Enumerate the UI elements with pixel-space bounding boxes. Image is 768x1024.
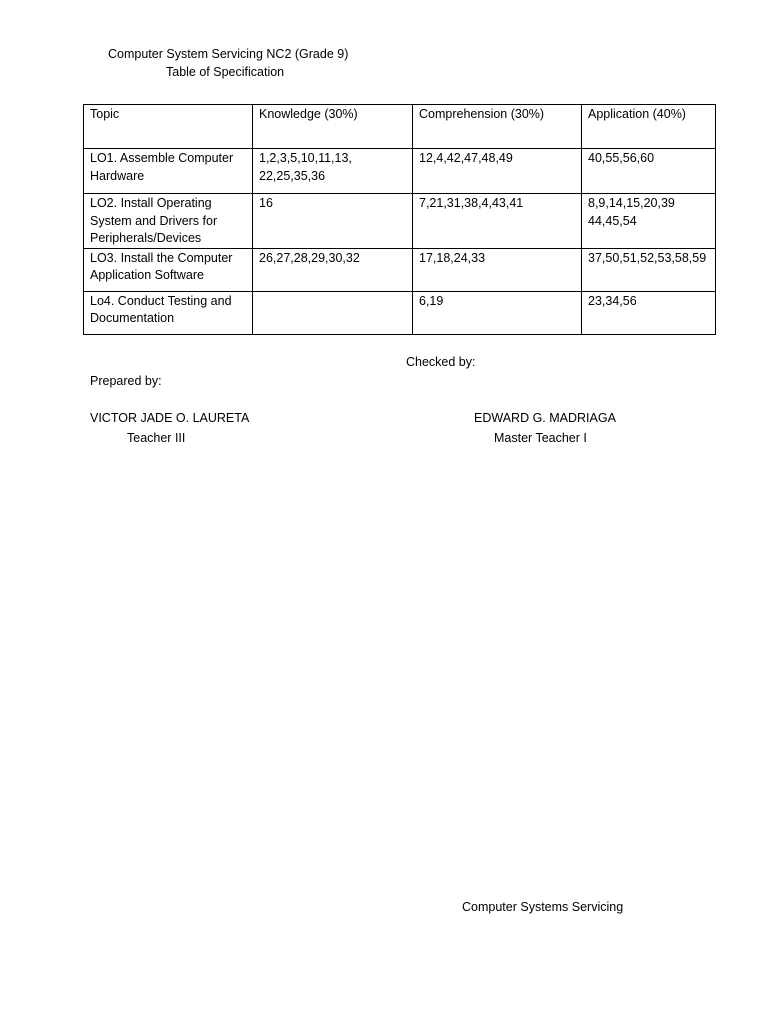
knowledge-cell: 16: [253, 194, 413, 249]
checked-by-label: Checked by:: [406, 355, 476, 369]
topic-cell: Lo4. Conduct Testing and Documentation: [84, 291, 253, 334]
topic-cell: LO1. Assemble Computer Hardware: [84, 149, 253, 194]
comprehension-cell: 7,21,31,38,4,43,41: [413, 194, 582, 249]
table-row: [84, 194, 716, 249]
table-row: [84, 291, 716, 334]
table-row: [84, 248, 716, 291]
header-cell-topic: Topic: [84, 105, 253, 149]
header-cell-comprehension: Comprehension (30%): [413, 105, 582, 149]
application-cell: 37,50,51,52,53,58,59: [582, 248, 716, 291]
knowledge-cell: 1,2,3,5,10,11,13, 22,25,35,36: [253, 149, 413, 194]
comprehension-cell: 12,4,42,47,48,49: [413, 149, 582, 194]
table-row: [84, 149, 716, 194]
header-cell-knowledge: Knowledge (30%): [253, 105, 413, 149]
checker-title: Master Teacher I: [494, 431, 587, 445]
footer-text: Computer Systems Servicing: [462, 900, 624, 914]
topic-cell: LO2. Install Operating System and Drivers for Peripherals/Devices: [84, 194, 253, 249]
application-cell: 23,34,56: [582, 291, 716, 334]
preparer-name: VICTOR JADE O. LAURETA: [90, 411, 250, 425]
header-cell-application: Application (40%): [582, 105, 716, 149]
checker-name: EDWARD G. MADRIAGA: [474, 411, 616, 425]
application-cell: 8,9,14,15,20,39 44,45,54: [582, 194, 716, 249]
comprehension-cell: 17,18,24,33: [413, 248, 582, 291]
specification-table: [83, 104, 716, 335]
document-title: Computer System Servicing NC2 (Grade 9): [108, 47, 349, 61]
application-cell: 40,55,56,60: [582, 149, 716, 194]
document-subtitle: Table of Specification: [166, 65, 285, 79]
topic-cell: LO3. Install the Computer Application Software: [84, 248, 253, 291]
table-header-row: [84, 105, 716, 149]
preparer-title: Teacher III: [127, 431, 186, 445]
knowledge-cell: [253, 291, 413, 334]
comprehension-cell: 6,19: [413, 291, 582, 334]
prepared-by-label: Prepared by:: [90, 374, 162, 388]
knowledge-cell: 26,27,28,29,30,32: [253, 248, 413, 291]
